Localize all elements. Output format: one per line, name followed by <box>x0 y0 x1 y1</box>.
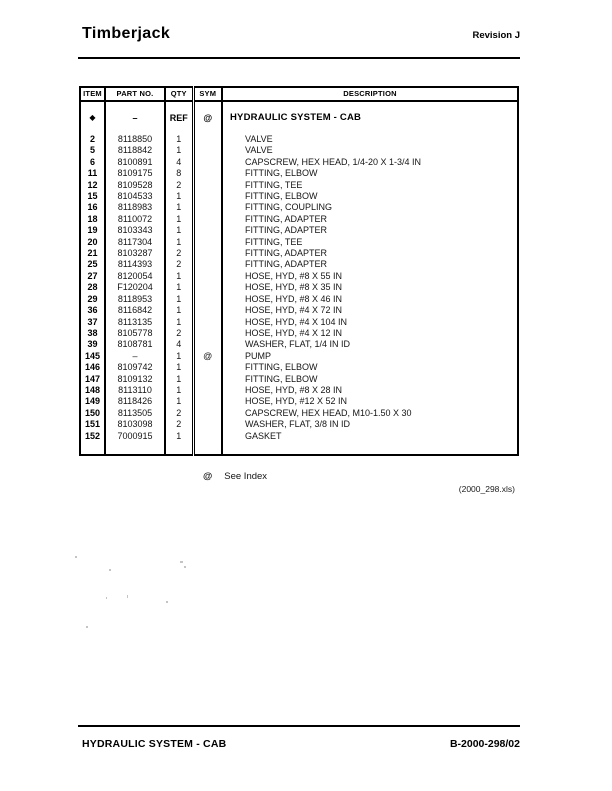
cell-description: PUMP <box>245 350 272 361</box>
cell-part-no: – <box>105 351 165 362</box>
cell-part-no: 8110072 <box>105 214 165 225</box>
table-row <box>80 305 518 316</box>
cell-qty: 1 <box>165 225 193 236</box>
spacer-row <box>80 442 518 455</box>
cell-part-no: 8109132 <box>105 374 165 385</box>
cell-sym <box>193 419 222 430</box>
cell-part-no: 8104533 <box>105 191 165 202</box>
cell-item: 27 <box>80 271 105 282</box>
cell-description: VALVE <box>245 134 273 144</box>
cell-description: CAPSCREW, HEX HEAD, M10-1.50 X 30 <box>245 407 412 418</box>
cell-item: 146 <box>80 362 105 373</box>
cell-qty: 2 <box>165 248 193 259</box>
cell-item: 149 <box>80 396 105 407</box>
cell-item: 151 <box>80 419 105 430</box>
cell-sym <box>193 134 222 145</box>
cell-item: 5 <box>80 145 105 156</box>
cell-qty: 1 <box>165 294 193 305</box>
cell-qty: 1 <box>165 282 193 293</box>
brand-title: Timberjack <box>82 25 171 42</box>
cell-part-no: 7000915 <box>105 431 165 442</box>
cell-description: HOSE, HYD, #8 X 28 IN <box>245 384 343 395</box>
column-header-sym: SYM <box>193 87 222 101</box>
cell-qty: 1 <box>165 305 193 316</box>
table-row <box>80 408 518 419</box>
cell-part-no: 8108781 <box>105 339 165 350</box>
cell-qty: 1 <box>165 237 193 248</box>
cell-part-no: 8109528 <box>105 180 165 191</box>
column-header-qty: QTY <box>165 87 193 101</box>
cell-item: 15 <box>80 191 105 202</box>
cell-part-no: F120204 <box>105 282 165 293</box>
cell-description: FITTING, ELBOW <box>245 362 318 373</box>
cell-description: FITTING, ADAPTER <box>245 248 328 259</box>
cell-item: 39 <box>80 339 105 350</box>
cell-description: HOSE, HYD, #4 X 104 IN <box>245 316 348 327</box>
cell-item: 16 <box>80 202 105 213</box>
cell-description: FITTING, COUPLING <box>245 202 333 213</box>
cell-description: FITTING, ELBOW <box>245 191 318 202</box>
cell-item: 18 <box>80 214 105 225</box>
footer-rule <box>78 725 520 727</box>
table-row <box>80 374 518 385</box>
cell-sym: @ <box>193 351 222 362</box>
table-row <box>80 237 518 248</box>
cell-item: 19 <box>80 225 105 236</box>
cell-part-no: 8103287 <box>105 248 165 259</box>
cell-qty: 1 <box>165 271 193 282</box>
cell-qty: 2 <box>165 419 193 430</box>
table-row <box>80 134 518 145</box>
cell-sym <box>193 248 222 259</box>
cell-qty: 1 <box>165 214 193 225</box>
table-row <box>80 431 518 442</box>
legend <box>203 471 267 482</box>
cell-qty: 4 <box>165 339 193 350</box>
section-title: HYDRAULIC SYSTEM - CAB <box>230 112 362 123</box>
cell-description: HOSE, HYD, #8 X 46 IN <box>245 293 343 304</box>
section-row <box>80 101 518 134</box>
column-header-item: ITEM <box>80 87 105 101</box>
cell-sym <box>193 362 222 373</box>
cell-qty: 4 <box>165 157 193 168</box>
cell-description: HOSE, HYD, #8 X 55 IN <box>245 270 343 281</box>
cell-qty: 2 <box>165 328 193 339</box>
table-row <box>80 419 518 430</box>
table-row <box>80 191 518 202</box>
cell-sym <box>193 317 222 328</box>
spacer-cell <box>165 442 193 455</box>
parts-table <box>79 86 519 456</box>
cell-item: 147 <box>80 374 105 385</box>
table-row <box>80 214 518 225</box>
cell-item: 6 <box>80 157 105 168</box>
cell-qty: 1 <box>165 202 193 213</box>
section-qty: REF <box>165 101 193 134</box>
spacer-cell <box>80 442 105 455</box>
table-row <box>80 294 518 305</box>
cell-qty: 1 <box>165 317 193 328</box>
cell-description: FITTING, TEE <box>245 179 303 190</box>
cell-item: 11 <box>80 168 105 179</box>
scan-speck <box>106 597 107 599</box>
cell-qty: 1 <box>165 145 193 156</box>
cell-item: 145 <box>80 351 105 362</box>
cell-description: FITTING, ADAPTER <box>245 213 328 224</box>
table-row <box>80 317 518 328</box>
spacer-cell <box>193 442 222 455</box>
cell-part-no: 8120054 <box>105 271 165 282</box>
scan-speck <box>86 626 88 628</box>
cell-sym <box>193 328 222 339</box>
spacer-cell <box>222 442 518 455</box>
cell-qty: 2 <box>165 408 193 419</box>
cell-item: 2 <box>80 134 105 145</box>
scan-speck <box>75 556 77 558</box>
cell-part-no: 8100891 <box>105 157 165 168</box>
cell-part-no: 8103098 <box>105 419 165 430</box>
cell-sym <box>193 145 222 156</box>
cell-sym <box>193 305 222 316</box>
cell-sym <box>193 259 222 270</box>
cell-sym <box>193 225 222 236</box>
header-rule <box>78 57 520 59</box>
cell-item: 29 <box>80 294 105 305</box>
cell-part-no: 8114393 <box>105 259 165 270</box>
section-part-no: – <box>105 101 165 134</box>
cell-item: 152 <box>80 431 105 442</box>
revision-label: Revision J <box>472 30 520 41</box>
cell-part-no: 8118842 <box>105 145 165 156</box>
table-row <box>80 339 518 350</box>
cell-description: FITTING, ADAPTER <box>245 225 328 236</box>
cell-description: HOSE, HYD, #4 X 72 IN <box>245 305 343 316</box>
cell-sym <box>193 374 222 385</box>
table-row <box>80 351 518 362</box>
at-symbol-icon: @ <box>203 471 213 482</box>
scan-speck <box>180 561 183 563</box>
cell-description: HOSE, HYD, #4 X 12 IN <box>245 327 343 338</box>
cell-part-no: 8103343 <box>105 225 165 236</box>
cell-part-no: 8118953 <box>105 294 165 305</box>
cell-sym <box>193 191 222 202</box>
table-row <box>80 225 518 236</box>
cell-item: 12 <box>80 180 105 191</box>
cell-part-no: 8117304 <box>105 237 165 248</box>
cell-sym <box>193 282 222 293</box>
legend-text: See Index <box>224 471 268 482</box>
cell-sym <box>193 271 222 282</box>
cell-description: FITTING, ELBOW <box>245 373 318 384</box>
cell-item: 37 <box>80 317 105 328</box>
cell-part-no: 8118983 <box>105 202 165 213</box>
table-row <box>80 259 518 270</box>
cell-part-no: 8109175 <box>105 168 165 179</box>
table-row <box>80 362 518 373</box>
cell-part-no: 8113110 <box>105 385 165 396</box>
table-row <box>80 145 518 156</box>
cell-description: CAPSCREW, HEX HEAD, 1/4-20 X 1-3/4 IN <box>245 156 422 167</box>
cell-part-no: 8113135 <box>105 317 165 328</box>
cell-sym <box>193 294 222 305</box>
cell-part-no: 8109742 <box>105 362 165 373</box>
cell-description: FITTING, TEE <box>245 236 303 247</box>
cell-qty: 1 <box>165 134 193 145</box>
cell-sym <box>193 214 222 225</box>
cell-qty: 1 <box>165 351 193 362</box>
cell-sym <box>193 157 222 168</box>
cell-qty: 1 <box>165 431 193 442</box>
footer-document-number: B-2000-298/02 <box>449 738 520 750</box>
cell-part-no: 8118426 <box>105 396 165 407</box>
table-row <box>80 396 518 407</box>
parts-table-body <box>80 101 518 455</box>
cell-sym <box>193 180 222 191</box>
cell-item: 148 <box>80 385 105 396</box>
cell-sym <box>193 408 222 419</box>
scan-speck <box>109 569 111 571</box>
cell-sym <box>193 237 222 248</box>
cell-qty: 1 <box>165 385 193 396</box>
table-row <box>80 248 518 259</box>
scan-speck <box>166 601 168 603</box>
cell-part-no: 8113505 <box>105 408 165 419</box>
cell-part-no: 8105778 <box>105 328 165 339</box>
cell-qty: 1 <box>165 374 193 385</box>
column-header-description: DESCRIPTION <box>222 87 518 101</box>
table-row <box>80 180 518 191</box>
table-header-row <box>80 87 518 101</box>
table-row <box>80 202 518 213</box>
cell-sym <box>193 339 222 350</box>
table-row <box>80 282 518 293</box>
table-row <box>80 271 518 282</box>
source-file-note: (2000_298.xls) <box>458 484 515 494</box>
cell-sym <box>193 396 222 407</box>
cell-sym <box>193 431 222 442</box>
cell-sym <box>193 385 222 396</box>
cell-description: WASHER, FLAT, 1/4 IN ID <box>245 339 351 350</box>
cell-item: 20 <box>80 237 105 248</box>
cell-item: 28 <box>80 282 105 293</box>
cell-description: GASKET <box>245 430 282 441</box>
table-row <box>80 168 518 179</box>
cell-part-no: 8118850 <box>105 134 165 145</box>
scan-speck <box>184 566 186 568</box>
spacer-cell <box>105 442 165 455</box>
cell-qty: 8 <box>165 168 193 179</box>
cell-description: WASHER, FLAT, 3/8 IN ID <box>245 419 351 430</box>
cell-qty: 1 <box>165 362 193 373</box>
cell-qty: 1 <box>165 191 193 202</box>
cell-description: HOSE, HYD, #12 X 52 IN <box>245 396 348 407</box>
cell-item: 150 <box>80 408 105 419</box>
cell-item: 25 <box>80 259 105 270</box>
cell-qty: 2 <box>165 259 193 270</box>
cell-sym <box>193 202 222 213</box>
section-diamond-icon: ◆ <box>80 101 105 134</box>
scan-speck <box>127 595 128 598</box>
cell-item: 21 <box>80 248 105 259</box>
cell-sym <box>193 168 222 179</box>
table-row <box>80 157 518 168</box>
section-sym: @ <box>193 101 222 134</box>
cell-item: 38 <box>80 328 105 339</box>
cell-qty: 1 <box>165 396 193 407</box>
cell-description: FITTING, ADAPTER <box>245 259 328 270</box>
table-row <box>80 328 518 339</box>
cell-qty: 2 <box>165 180 193 191</box>
cell-part-no: 8116842 <box>105 305 165 316</box>
cell-description: VALVE <box>245 145 273 156</box>
cell-item: 36 <box>80 305 105 316</box>
footer-section-title: HYDRAULIC SYSTEM - CAB <box>82 738 227 750</box>
cell-description: FITTING, ELBOW <box>245 168 318 179</box>
cell-description: HOSE, HYD, #8 X 35 IN <box>245 282 343 293</box>
column-header-part-no: PART NO. <box>105 87 165 101</box>
table-row <box>80 385 518 396</box>
